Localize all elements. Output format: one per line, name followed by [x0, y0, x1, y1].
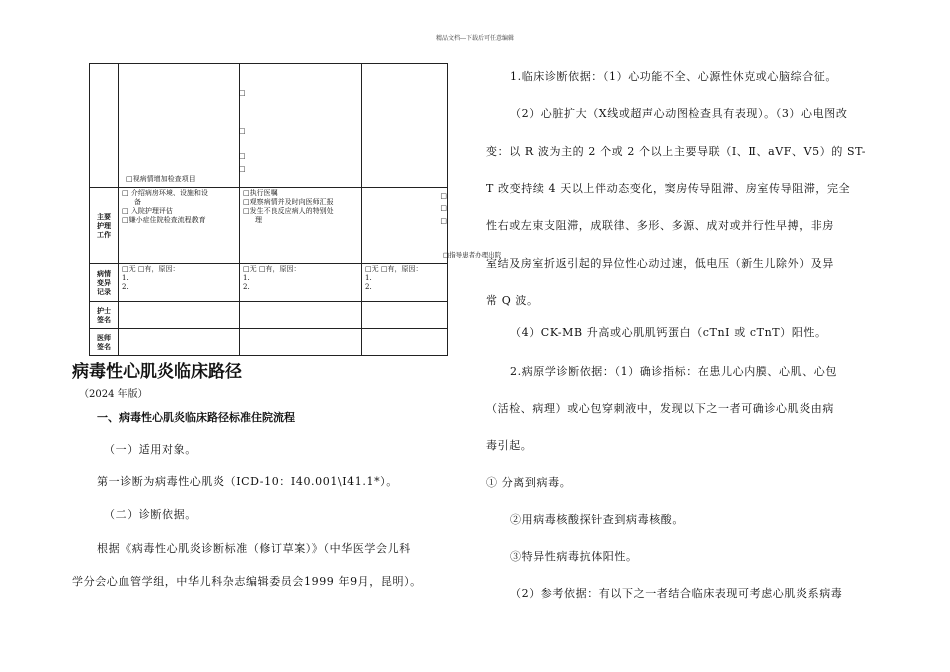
table-cell [362, 64, 448, 188]
paragraph-line: 2.病原学诊断依据：（1）确诊指标：在患儿心内膜、心肌、心包 [510, 365, 837, 378]
variation-option: □无 □有，原因： [122, 265, 180, 273]
document-title: 病毒性心肌炎临床路径 [72, 362, 242, 382]
cell-text: □执行医嘱 [243, 189, 278, 197]
cell-text: □指导患者办理出院 [443, 251, 502, 259]
section-heading: 一、病毒性心肌炎临床路径标准住院流程 [97, 411, 295, 424]
paragraph-line: （二）诊断依据。 [104, 508, 197, 521]
row-header-line: 护士 [97, 306, 111, 315]
cell-text: □ 入院护理评估 [122, 207, 173, 215]
document-year: （2024 年版） [79, 389, 148, 400]
cell-text: □观察病情并及时向医师汇报 [243, 198, 334, 206]
variation-option: □无 □有，原因： [365, 265, 423, 273]
paragraph-line: 1.临床诊断依据：（1）心功能不全、心源性休克或心脑综合征。 [510, 70, 837, 83]
paragraph-line: T 改变持续 4 天以上伴动态变化，窦房传导阻滞、房室传导阻滞，完全 [486, 182, 851, 195]
signature-cell[interactable] [240, 302, 362, 329]
table-row [90, 188, 448, 264]
row-header-line: 护理 [97, 221, 111, 230]
paragraph-line: （一）适用对象。 [104, 443, 197, 456]
paragraph-line: 第一诊断为病毒性心肌炎（ICD-10：I40.001\I41.1*）。 [97, 475, 398, 488]
paragraph-line: 根据《病毒性心肌炎诊断标准（修订草案）》（中华医学会儿科 [97, 542, 411, 555]
table-row [90, 302, 448, 329]
paragraph-line: （2）心脏扩大（X线或超声心动图检查具有表现）。（3）心电图改 [510, 107, 848, 120]
paragraph-line: 性右或左束支阻滞，成联律、多形、多源、成对或并行性早搏，非房 [486, 219, 834, 232]
table-cell [362, 264, 448, 302]
table-cell [119, 64, 240, 188]
checkbox-mark: □ [239, 152, 246, 160]
variation-option: □无 □有，原因： [243, 265, 301, 273]
checkbox-mark: □ [239, 127, 246, 135]
clinical-pathway-table [89, 63, 502, 356]
checkbox-mark: □ [440, 192, 447, 200]
row-header-line: 签名 [97, 342, 111, 351]
cell-text: 备 [134, 198, 141, 206]
variation-line: 1. [122, 274, 129, 282]
signature-cell[interactable] [240, 329, 362, 356]
paragraph-line: （4）CK-MB 升高或心肌肌钙蛋白（cTnI 或 cTnT）阳性。 [510, 326, 827, 339]
cell-text: □视病情增加检查项目 [126, 175, 196, 183]
paragraph-line: （活检、病理）或心包穿刺液中，发现以下之一者可确诊心肌炎由病 [486, 402, 834, 415]
cell-text: □发生不良反应病人的特别处 [243, 207, 334, 215]
checkbox-mark: □ [239, 165, 246, 173]
table-cell [240, 264, 362, 302]
row-header-line: 医师 [97, 333, 111, 342]
row-header-variation-record [90, 264, 119, 302]
row-header-line: 变异 [97, 278, 111, 287]
variation-line: 1. [365, 274, 372, 282]
variation-line: 2. [122, 283, 129, 291]
row-header-doctor-signature [90, 329, 119, 356]
table-cell [240, 188, 362, 264]
table-cell [362, 188, 502, 264]
checkbox-mark: □ [440, 204, 447, 212]
signature-cell[interactable] [119, 329, 240, 356]
row-header-line: 工作 [97, 230, 111, 239]
table-row [90, 329, 448, 356]
paragraph-line: ②用病毒核酸探针查到病毒核酸。 [510, 513, 684, 526]
row-header-line: 病情 [97, 269, 111, 278]
paragraph-line: ③特异性病毒抗体阳性。 [510, 550, 638, 563]
paragraph-line: 毒引起。 [486, 439, 533, 452]
checkbox-mark: □ [440, 217, 447, 225]
table-cell [240, 64, 362, 188]
cell-text: □ 介绍病房环境、设施和设 [122, 189, 208, 197]
row-header-line: 签名 [97, 315, 111, 324]
checkbox-mark: □ [239, 89, 246, 97]
signature-cell[interactable] [119, 302, 240, 329]
paragraph-line: 室结及房室折返引起的异位性心动过速，低电压（新生儿除外）及异 [486, 257, 834, 270]
paragraph-line: 学分会心血管学组，中华儿科杂志编辑委员会1999 年9月，昆明）。 [72, 575, 422, 588]
cell-text: 理 [255, 216, 262, 224]
row-header-line: 记录 [97, 287, 111, 296]
table-cell [119, 188, 240, 264]
table-cell [90, 64, 119, 188]
variation-line: 2. [243, 283, 250, 291]
variation-line: 2. [365, 283, 372, 291]
table-row [90, 64, 448, 188]
paragraph-line: ① 分离到病毒。 [486, 476, 572, 489]
cell-text: □嫌小症住院检查流程教育 [122, 216, 206, 224]
row-header-main-nursing [90, 188, 119, 264]
header-note: 精品文档---下载后可任意编辑 [435, 35, 515, 42]
table-cell [119, 264, 240, 302]
row-header-line: 主要 [97, 212, 111, 221]
signature-cell[interactable] [362, 329, 448, 356]
row-header-nurse-signature [90, 302, 119, 329]
paragraph-line: 常 Q 波。 [486, 294, 539, 307]
variation-line: 1. [243, 274, 250, 282]
paragraph-line: （2）参考依据：有以下之一者结合临床表现可考虑心肌炎系病毒 [510, 587, 843, 600]
paragraph-line: 变：以 R 波为主的 2 个或 2 个以上主要导联（Ⅰ、Ⅱ、aVF、V5）的 ST- [486, 145, 867, 158]
signature-cell[interactable] [362, 302, 448, 329]
table-row [90, 264, 448, 302]
